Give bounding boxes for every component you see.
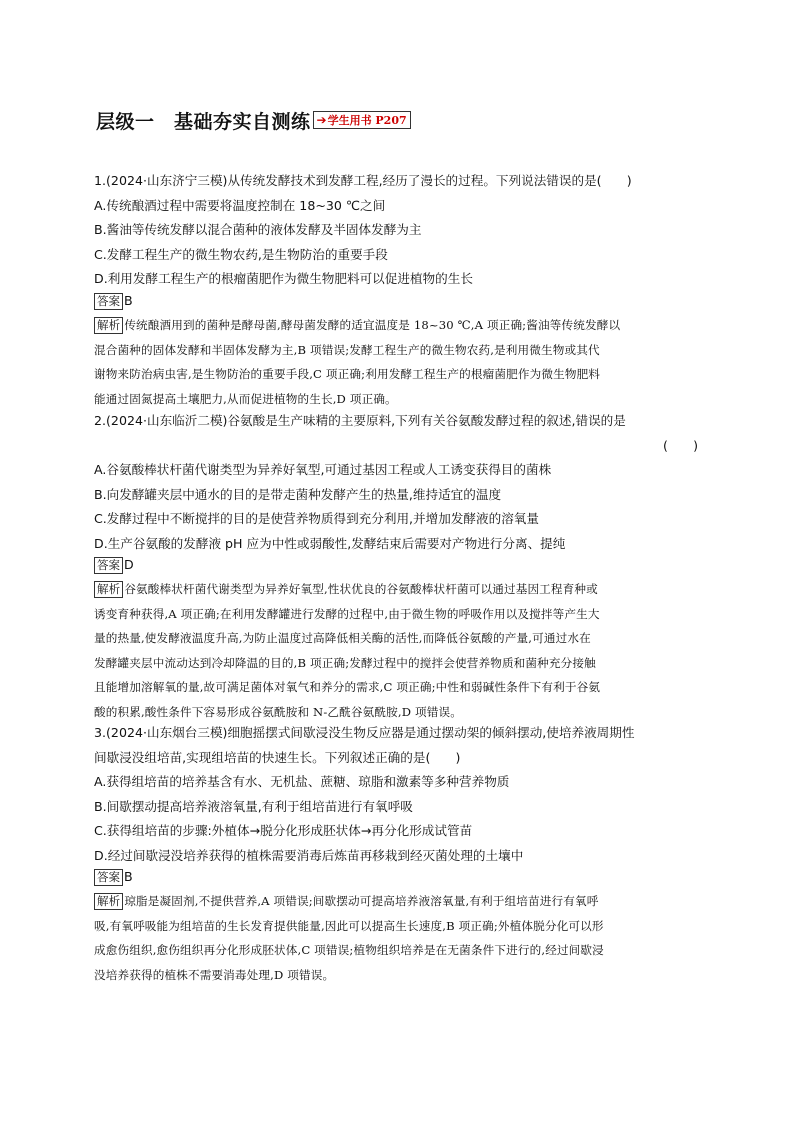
- question-stem-line: 间歇浸没组培苗,实现组培苗的快速生长。下列叙述正确的是( ): [94, 749, 461, 765]
- section-title: 层级一 基础夯实自测练: [96, 110, 311, 133]
- arrow-right-icon: ➔: [316, 113, 327, 127]
- analysis-label: 解析: [94, 893, 123, 910]
- answer-2: [94, 555, 134, 575]
- question-stem-line: 3.(2024·山东烟台三模)细胞摇摆式间歇浸没生物反应器是通过摆动架的倾斜摆动,使培养液周期性: [94, 725, 635, 740]
- analysis-line: 且能增加溶解氧的量,故可满足菌体对氧气和养分的需求,C 项正确;中性和弱碱性条件下有利于谷氨: [94, 680, 601, 694]
- question-stem-line: 1.(2024·山东济宁三模)从传统发酵技术到发酵工程,经历了漫长的过程。下列说法错误的是( ): [94, 173, 632, 188]
- option-a: A.传统酿酒过程中需要将温度控制在 18~30 ℃之间: [94, 197, 386, 213]
- analysis-line: 解析 谷氨酸棒状杆菌代谢类型为异养好氧型,性状优良的谷氨酸棒状杆菌可以通过基因工程育种或: [94, 577, 706, 602]
- answer-3: [94, 867, 133, 887]
- option-b: B.酱油等传统发酵以混合菌种的液体发酵及半固体发酵为主: [94, 222, 422, 237]
- question-stem-line: 2.(2024·山东临沂二模)谷氨酸是生产味精的主要原料,下列有关谷氨酸发酵过程的叙述,错误的是: [94, 413, 626, 428]
- analysis-line: 解析 琼脂是凝固剂,不提供营养,A 项错误;间歇摆动可提高培养液溶氧量,有利于组培苗进行有氧呼: [94, 889, 706, 914]
- analysis-line: 酸的积累,酸性条件下容易形成谷氨酰胺和 N-乙酰谷氨酰胺,D 项错误。: [94, 704, 462, 719]
- analysis-line: 量的热量,使发酵液温度升高,为防止温度过高降低相关酶的活性,而降低谷氨酸的产量,可通过水在: [94, 631, 591, 645]
- analysis-line: 谢物来防治病虫害,是生物防治的重要手段,C 项正确;利用发酵工程生产的根瘤菌肥作为微生物肥料: [94, 367, 601, 381]
- textbook-reference-tag[interactable]: [313, 111, 411, 129]
- answer-label: 答案: [94, 869, 123, 886]
- option-b: B.间歇摆动提高培养液溶氧量,有利于组培苗进行有氧呼吸: [94, 798, 413, 814]
- analysis-3: [94, 889, 706, 987]
- reference-text: 学生用书 P207: [327, 114, 407, 127]
- answer-label: 答案: [94, 293, 123, 310]
- analysis-label: 解析: [94, 317, 123, 334]
- answer-1: [94, 291, 133, 311]
- analysis-line: 能通过固氮提高土壤肥力,从而促进植物的生长,D 项正确。: [94, 391, 397, 406]
- analysis-line: 发酵罐夹层中流动达到冷却降温的目的,B 项正确;发酵过程中的搅拌会使营养物质和菌种充分接触: [94, 655, 596, 670]
- analysis-2: [94, 577, 706, 724]
- answer-value: B: [124, 293, 133, 308]
- option-d: D.经过间歇浸没培养获得的植株需要消毒后炼苗再移栽到经灭菌处理的土壤中: [94, 847, 524, 863]
- answer-bracket: ( ): [662, 437, 698, 453]
- question-3: [94, 721, 706, 868]
- analysis-line: 成愈伤组织,愈伤组织再分化形成胚状体,C 项错误;植物组织培养是在无菌条件下进行的,经过间歇浸: [94, 943, 604, 957]
- option-c: C.发酵工程生产的微生物农药,是生物防治的重要手段: [94, 246, 388, 262]
- analysis-label: 解析: [94, 581, 123, 598]
- answer-value: D: [124, 557, 134, 572]
- option-d: D.生产谷氨酸的发酵液 pH 应为中性或弱酸性,发酵结束后需要对产物进行分离、提纯: [94, 535, 566, 551]
- analysis-1: [94, 313, 706, 411]
- option-c: C.发酵过程中不断搅拌的目的是使营养物质得到充分利用,并增加发酵液的溶氧量: [94, 511, 539, 526]
- option-a: A.获得组培苗的培养基含有水、无机盐、蔗糖、琼脂和激素等多种营养物质: [94, 774, 510, 789]
- option-a: A.谷氨酸棒状杆菌代谢类型为异养好氧型,可通过基因工程或人工诱变获得目的菌株: [94, 462, 552, 477]
- analysis-line: 诱变育种获得,A 项正确;在利用发酵罐进行发酵的过程中,由于微生物的呼吸作用以及搅拌等产生大: [94, 606, 600, 621]
- answer-value: B: [124, 869, 133, 884]
- answer-label: 答案: [94, 557, 123, 574]
- analysis-line: 没培养获得的植株不需要消毒处理,D 项错误。: [94, 967, 335, 982]
- option-c: C.获得组培苗的步骤:外植体→脱分化形成胚状体→再分化形成试管苗: [94, 823, 473, 838]
- section-header: [96, 105, 411, 135]
- option-d: D.利用发酵工程生产的根瘤菌肥作为微生物肥料可以促进植物的生长: [94, 271, 473, 286]
- option-b: B.向发酵罐夹层中通水的目的是带走菌种发酵产生的热量,维持适宜的温度: [94, 486, 502, 502]
- analysis-line: 吸,有氧呼吸能为组培苗的生长发育提供能量,因此可以提高生长速度,B 项正确;外植体脱分化可以形: [94, 918, 604, 933]
- question-2: [94, 409, 706, 556]
- analysis-line: 混合菌种的固体发酵和半固体发酵为主,B 项错误;发酵工程生产的微生物农药,是利用微生物或其代: [94, 342, 600, 357]
- analysis-line: 解析 传统酿酒用到的菌种是酵母菌,酵母菌发酵的适宜温度是 18~30 ℃,A 项正确;酱油等传统发酵以: [94, 313, 706, 338]
- question-1: [94, 169, 706, 292]
